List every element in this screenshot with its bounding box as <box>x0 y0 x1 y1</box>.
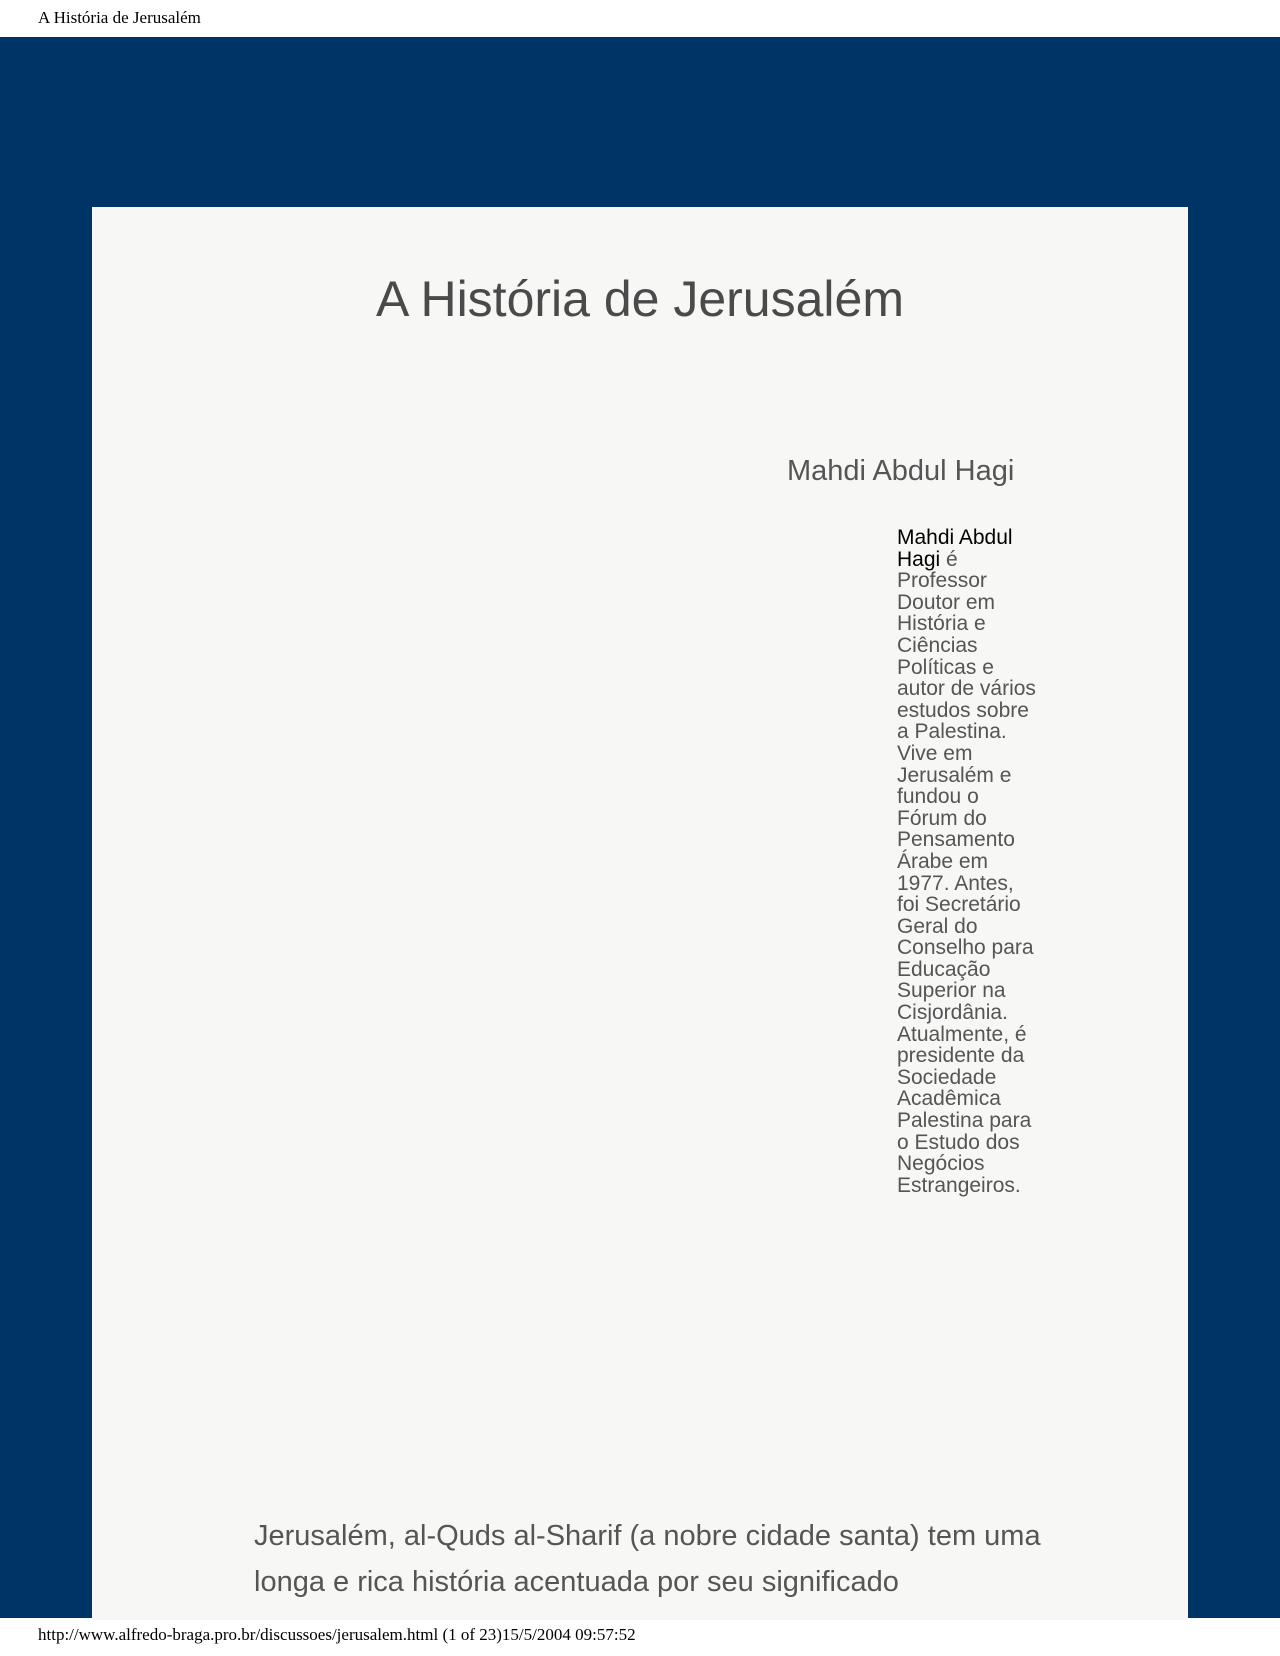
page-frame <box>0 37 1280 1618</box>
author-name: Mahdi Abdul Hagi <box>787 455 1015 487</box>
intro-paragraph: Jerusalém, al-Quds al-Sharif (a nobre cidade santa) tem uma longa e rica história acentuada por seu significado <box>254 1520 1041 1598</box>
content-panel <box>92 207 1188 1620</box>
print-header: A História de Jerusalém <box>38 8 201 27</box>
print-footer-url: http://www.alfredo-braga.pro.br/discussoes/jerusalem.html (1 of 23)15/5/2004 09:57:52 <box>38 1625 636 1644</box>
page-title: A História de Jerusalém <box>375 271 904 327</box>
author-bio <box>897 527 1037 1196</box>
author-bio-text: é Professor Doutor em História e Ciências Políticas e autor de vários estudos sobre a Palestina. Vive em Jerusalém e fundou o Fórum do Pensamento Árabe em 1977. Antes, foi Secretário Geral do Conselho para Educação Superior na Cisjordânia. Atualmente, é presidente da Sociedade Acadêmica Palestina para o Estudo dos Negócios Estrangeiros. <box>897 547 1036 1197</box>
author-bio-name: Mahdi Abdul Hagi <box>897 526 1013 571</box>
